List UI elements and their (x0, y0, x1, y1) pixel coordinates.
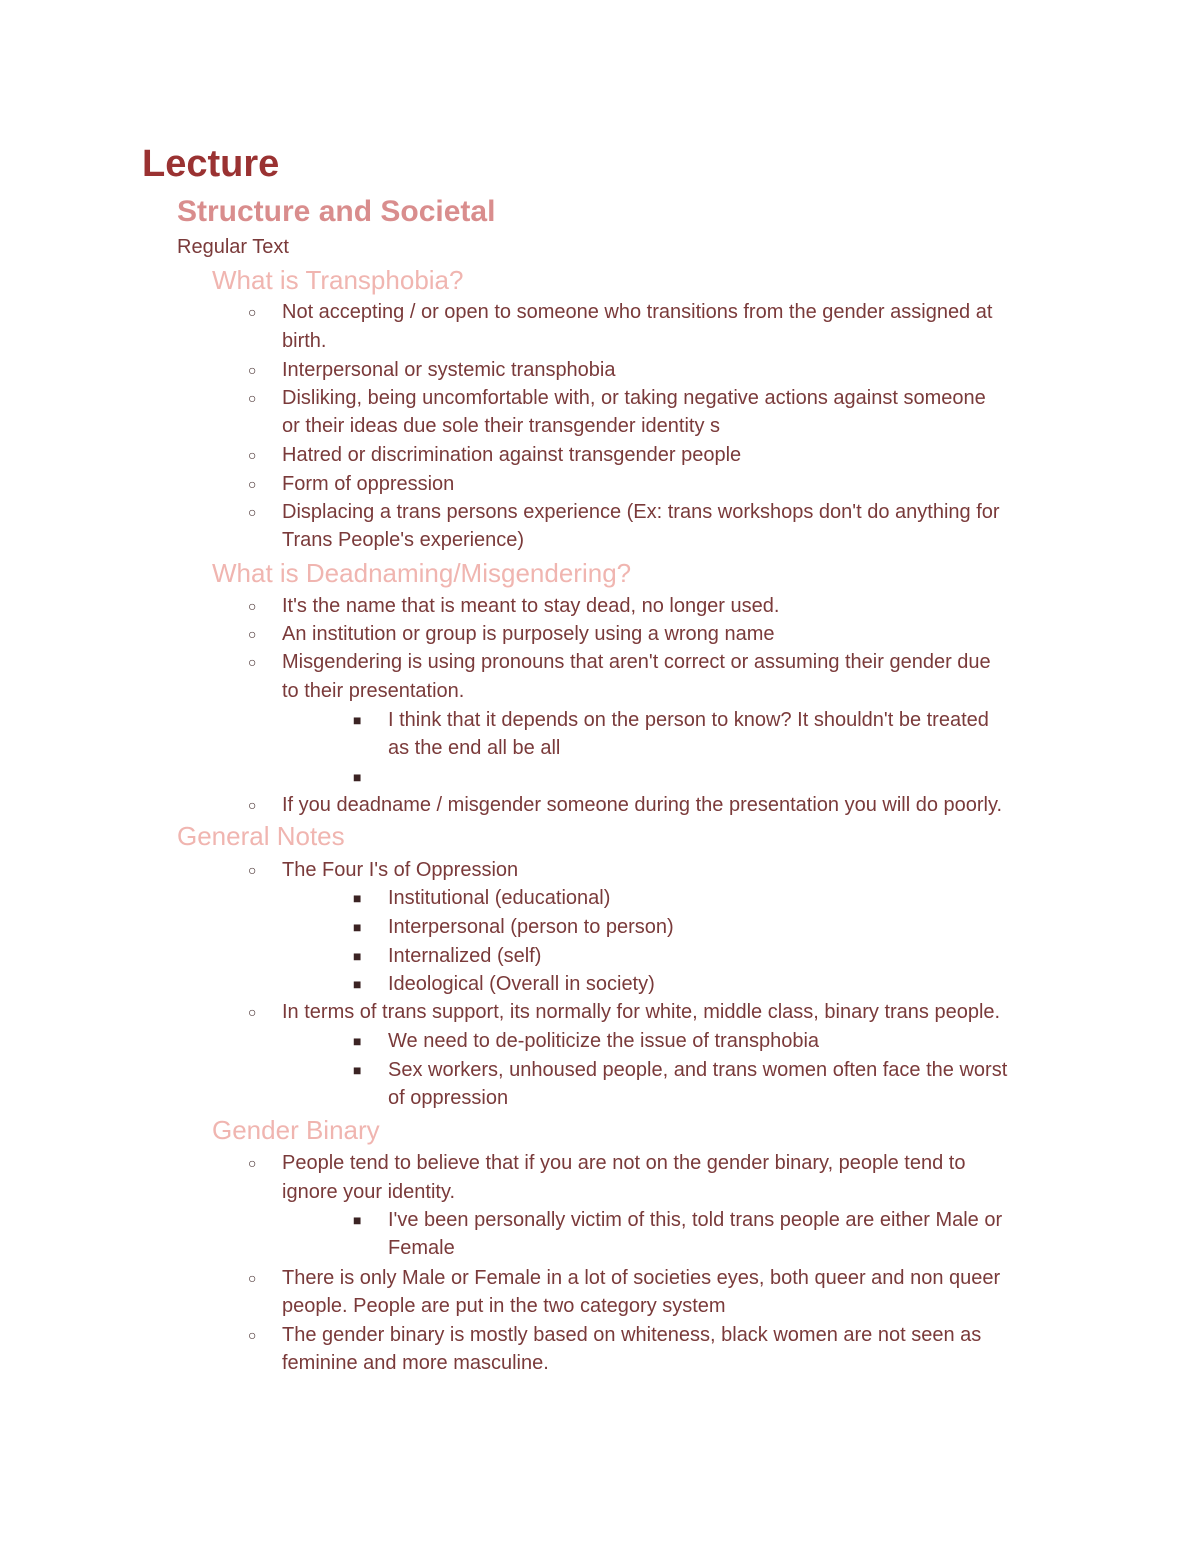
sub-list-item: Internalized (self) (388, 945, 542, 967)
circle-bullet-icon: ○ (248, 476, 257, 492)
list-item: Misgendering is using pronouns that aren't correct or assuming their gender due (282, 651, 991, 673)
square-bullet-icon: ■ (353, 1062, 362, 1078)
circle-bullet-icon: ○ (248, 1270, 257, 1286)
list-item: It's the name that is meant to stay dead, no longer used. (282, 595, 780, 617)
list-item-continuation: to their presentation. (282, 680, 465, 702)
list-item: Disliking, being uncomfortable with, or taking negative actions against someone (282, 387, 986, 409)
list-item-continuation: or their ideas due sole their transgender identity s (282, 415, 721, 437)
sub-list-item: Ideological (Overall in society) (388, 973, 655, 995)
list-item: The gender binary is mostly based on whiteness, black women are not seen as (282, 1324, 982, 1346)
circle-bullet-icon: ○ (248, 1004, 257, 1020)
sub-list-item: Sex workers, unhoused people, and trans women often face the worst (388, 1059, 1008, 1081)
circle-bullet-icon: ○ (248, 654, 257, 670)
square-bullet-icon: ■ (353, 712, 362, 728)
circle-bullet-icon: ○ (248, 304, 257, 320)
deadnaming-heading: What is Deadnaming/Misgendering? (212, 558, 632, 588)
gender-binary-heading: Gender Binary (212, 1115, 380, 1145)
square-bullet-icon: ■ (353, 769, 362, 785)
sub-list-item-continuation: Female (388, 1237, 455, 1259)
circle-bullet-icon: ○ (248, 1155, 257, 1171)
page-title: Lecture (142, 143, 280, 185)
circle-bullet-icon: ○ (248, 390, 257, 406)
list-item: In terms of trans support, its normally for white, middle class, binary trans people. (282, 1001, 1001, 1023)
square-bullet-icon: ■ (353, 1033, 362, 1049)
regular-text: Regular Text (177, 236, 289, 258)
circle-bullet-icon: ○ (248, 504, 257, 520)
circle-bullet-icon: ○ (248, 862, 257, 878)
square-bullet-icon: ■ (353, 1212, 362, 1228)
list-item: There is only Male or Female in a lot of societies eyes, both queer and non queer (282, 1267, 1001, 1289)
circle-bullet-icon: ○ (248, 626, 257, 642)
square-bullet-icon: ■ (353, 976, 362, 992)
circle-bullet-icon: ○ (248, 598, 257, 614)
list-item-continuation: feminine and more masculine. (282, 1352, 549, 1374)
square-bullet-icon: ■ (353, 948, 362, 964)
square-bullet-icon: ■ (353, 919, 362, 935)
list-item: People tend to believe that if you are not on the gender binary, people tend to (282, 1152, 966, 1174)
list-item: Displacing a trans persons experience (Ex: trans workshops don't do anything for (282, 501, 1000, 523)
circle-bullet-icon: ○ (248, 1327, 257, 1343)
section-heading: Structure and Societal (177, 195, 496, 228)
list-item-continuation: Trans People's experience) (282, 529, 525, 551)
list-item-continuation: ignore your identity. (282, 1181, 456, 1203)
sub-list-item-continuation: as the end all be all (388, 737, 561, 759)
square-bullet-icon: ■ (353, 890, 362, 906)
sub-list-item: I've been personally victim of this, told trans people are either Male or (388, 1209, 1003, 1231)
list-item-continuation: people. People are put in the two category system (282, 1295, 726, 1317)
circle-bullet-icon: ○ (248, 797, 257, 813)
list-item: The Four I's of Oppression (282, 859, 519, 881)
sub-list-item: I think that it depends on the person to know? It shouldn't be treated (388, 709, 989, 731)
circle-bullet-icon: ○ (248, 447, 257, 463)
sub-list-item: Institutional (educational) (388, 887, 611, 909)
transphobia-heading: What is Transphobia? (212, 265, 464, 295)
sub-list-item: Interpersonal (person to person) (388, 916, 674, 938)
list-item: If you deadname / misgender someone during the presentation you will do poorly. (282, 794, 1003, 816)
general-notes-heading: General Notes (177, 821, 345, 851)
sub-list-item: We need to de-politicize the issue of transphobia (388, 1030, 820, 1052)
list-item: An institution or group is purposely using a wrong name (282, 623, 775, 645)
circle-bullet-icon: ○ (248, 362, 257, 378)
list-item: Form of oppression (282, 473, 455, 495)
list-item: Interpersonal or systemic transphobia (282, 359, 616, 381)
sub-list-item-continuation: of oppression (388, 1087, 509, 1109)
list-item-continuation: birth. (282, 330, 327, 352)
list-item: Not accepting / or open to someone who transitions from the gender assigned at (282, 301, 993, 323)
list-item: Hatred or discrimination against transgender people (282, 444, 742, 466)
